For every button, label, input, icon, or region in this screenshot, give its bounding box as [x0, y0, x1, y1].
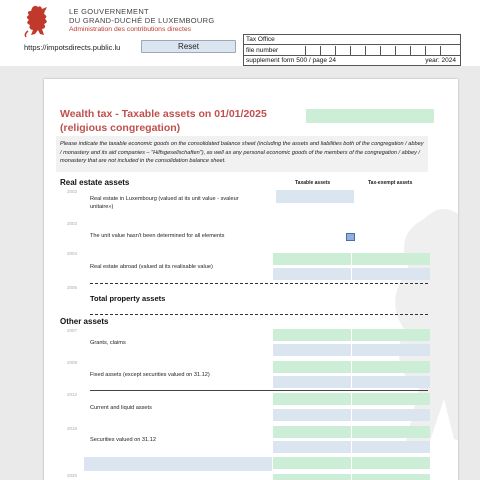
file-number-label: file number	[246, 47, 279, 54]
grants-claims-taxable-input[interactable]	[273, 329, 351, 341]
administration-name: Administration des contributions directes	[69, 26, 192, 33]
line-code: 2004	[67, 251, 78, 256]
file-number-cell[interactable]	[335, 46, 350, 56]
file-number-row	[244, 46, 460, 56]
line-code: 2002	[67, 189, 78, 194]
securities-label: Securities valued on 31.12	[90, 437, 156, 443]
real-estate-luxembourg-label	[90, 195, 239, 211]
line-code: 2012	[67, 392, 78, 397]
unit-value-not-determined-label: The unit value hasn't been determined for all elements	[90, 233, 225, 239]
real-estate-abroad-tax-exempt-input-2[interactable]	[352, 268, 430, 280]
supplement-label: supplement form 500 / page 24	[246, 57, 336, 64]
real-estate-abroad-tax-exempt-input[interactable]	[352, 253, 430, 265]
form-page	[44, 79, 458, 480]
fixed-assets-tax-exempt-input[interactable]	[352, 361, 430, 373]
grants-claims-tax-exempt-input[interactable]	[352, 329, 430, 341]
fixed-assets-taxable-input[interactable]	[273, 361, 351, 373]
file-number-cell[interactable]	[440, 46, 455, 56]
line-code: 2016	[67, 426, 78, 431]
form-instructions: Please indicate the taxable economic goods on the consolidated balance sheet (including the assets and liabilities both of the congregation / abbey / monastery and its aid companies – "Hilfsgesellschaften"), as well as any personal economic goods of the members of the congregation / abbey / monastery that are not included in the consolidation balance sheet.	[56, 136, 428, 172]
dashed-divider	[90, 283, 428, 284]
year-label: year: 2024	[425, 57, 456, 64]
file-number-cell[interactable]	[350, 46, 365, 56]
file-number-cell[interactable]	[305, 46, 320, 56]
current-assets-tax-exempt-input[interactable]	[352, 393, 430, 405]
next-line-taxable-input[interactable]	[273, 474, 351, 480]
line-code: 2005	[67, 285, 78, 290]
fixed-assets-tax-exempt-input-2[interactable]	[352, 376, 430, 388]
government-name-line2: DU GRAND-DUCHÉ DE LUXEMBOURG	[69, 16, 215, 25]
dashed-divider	[90, 314, 428, 315]
line-code: 2003	[67, 221, 78, 226]
grants-claims-taxable-input-2[interactable]	[273, 344, 351, 356]
site-header	[0, 0, 480, 66]
file-number-cell[interactable]	[410, 46, 425, 56]
other-assets-section-title: Other assets	[60, 317, 109, 326]
next-line-tax-exempt-input[interactable]	[352, 474, 430, 480]
real-estate-abroad-taxable-input-2[interactable]	[273, 268, 351, 280]
file-number-cell[interactable]	[365, 46, 380, 56]
solid-divider	[90, 390, 428, 391]
file-number-cell[interactable]	[320, 46, 335, 56]
line-code: 2007	[67, 328, 78, 333]
column-header-tax-exempt: Tax-exempt assets	[368, 180, 413, 186]
supplement-row	[244, 56, 460, 66]
unit-value-not-determined-checkbox[interactable]	[346, 233, 355, 241]
current-assets-tax-exempt-input-2[interactable]	[352, 409, 430, 421]
line-code: 2020	[67, 473, 78, 478]
line-code: 2008	[67, 360, 78, 365]
column-header-taxable: Taxable assets	[295, 180, 331, 186]
grants-claims-label: Grants, claims	[90, 340, 126, 346]
securities-extra-taxable-input[interactable]	[273, 457, 351, 469]
securities-taxable-input[interactable]	[273, 426, 351, 438]
tax-office-box	[243, 34, 461, 66]
file-number-input[interactable]	[305, 46, 455, 56]
total-property-assets-label: Total property assets	[90, 294, 166, 303]
current-assets-taxable-input[interactable]	[273, 393, 351, 405]
form-subtitle: (religious congregation)	[60, 122, 181, 134]
grants-claims-tax-exempt-input-2[interactable]	[352, 344, 430, 356]
securities-tax-exempt-input-2[interactable]	[352, 441, 430, 453]
real-estate-luxembourg-label-line2: unitaire»)	[90, 204, 114, 210]
luxembourg-lion-logo	[22, 4, 52, 38]
fixed-assets-label: Fixed assets (except securities valued on 31.12)	[90, 372, 210, 378]
securities-taxable-input-2[interactable]	[273, 441, 351, 453]
government-name-line1: LE GOUVERNEMENT	[69, 7, 149, 16]
real-estate-luxembourg-taxable-input[interactable]	[276, 190, 354, 203]
real-estate-abroad-taxable-input[interactable]	[273, 253, 351, 265]
real-estate-luxembourg-label-line1: Real estate in Luxembourg (valued at its unit value - svaleur	[90, 196, 239, 202]
file-number-cell[interactable]	[380, 46, 395, 56]
site-url[interactable]: https://impotsdirects.public.lu	[24, 43, 121, 52]
form-title: Wealth tax - Taxable assets on 01/01/2025	[60, 108, 267, 120]
securities-description-input[interactable]	[84, 457, 272, 471]
securities-tax-exempt-input[interactable]	[352, 426, 430, 438]
reset-button[interactable]: Reset	[141, 40, 236, 53]
securities-extra-tax-exempt-input[interactable]	[352, 457, 430, 469]
real-estate-section-title: Real estate assets	[60, 178, 130, 187]
tax-office-field[interactable]: Tax Office	[244, 35, 460, 45]
file-number-cell[interactable]	[425, 46, 440, 56]
file-number-cell[interactable]	[395, 46, 410, 56]
fixed-assets-taxable-input-2[interactable]	[273, 376, 351, 388]
current-assets-taxable-input-2[interactable]	[273, 409, 351, 421]
current-assets-label: Current and liquid assets	[90, 405, 152, 411]
title-input-field[interactable]	[306, 109, 434, 123]
real-estate-abroad-label: Real estate abroad (valued at its realisable value)	[90, 264, 213, 270]
